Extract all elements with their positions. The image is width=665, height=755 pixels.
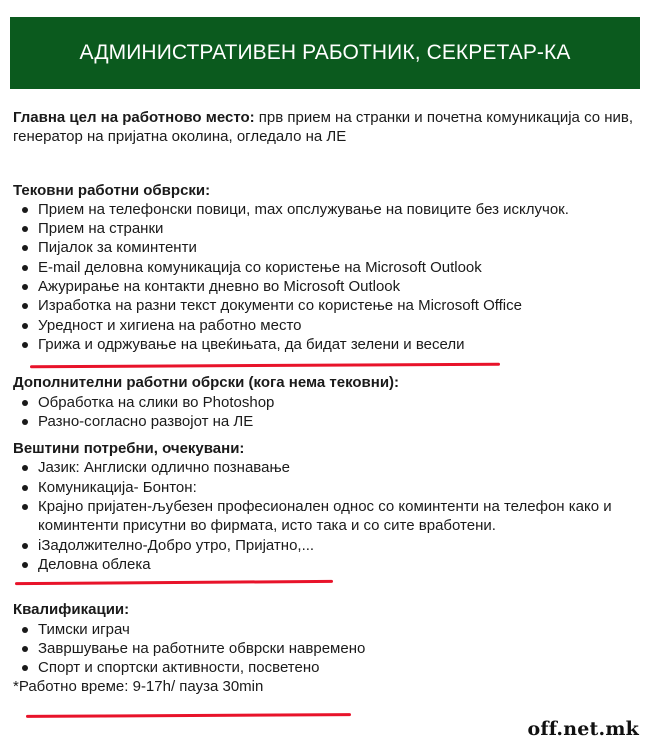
current-duties-list — [13, 200, 653, 354]
page-title: АДМИНИСТРАТИВЕН РАБОТНИК, СЕКРЕТАР-КА — [79, 41, 571, 64]
list-item: Деловна облека — [13, 555, 653, 574]
list-item: Крајно пријатен-љубезен професионален однос со коминтенти на телефон како и коминтенти присутни во фирмата, исто така и со сите вработени. — [13, 497, 653, 536]
additional-duties-title: Дополнителни работни обрски (кога нема тековни): — [13, 374, 400, 392]
list-item: Прием на телефонски повици, max опслужување на повиците без исклучок. — [13, 200, 653, 219]
qualifications-title: Квалификации: — [13, 601, 130, 619]
additional-duties-list — [13, 393, 653, 432]
list-item: Пијалок за коминтенти — [13, 238, 653, 257]
working-hours-note: *Работно време: 9-17h/ пауза 30min — [13, 678, 264, 696]
list-item: Јазик: Англиски одлично познавање — [13, 458, 653, 477]
list-item: iЗадолжително-Добро утро, Пријатно,... — [13, 536, 653, 555]
list-item: Изработка на разни текст документи со користење на Microsoft Office — [13, 296, 653, 315]
title-banner — [10, 17, 640, 89]
current-duties-title: Тековни работни обврски: — [13, 181, 211, 199]
main-goal — [13, 108, 653, 147]
list-item: Ажурирање на контакти дневно во Microsoft Outlook — [13, 277, 653, 296]
list-item: Уредност и хигиена на работно место — [13, 316, 653, 335]
list-item: Прием на странки — [13, 219, 653, 238]
list-item: Тимски играч — [13, 620, 653, 639]
list-item: Завршување на работните обврски навремено — [13, 639, 653, 658]
highlight-underline-sport — [26, 713, 351, 718]
qualifications-list — [13, 620, 653, 678]
watermark-logo: off.net.mk — [527, 718, 639, 740]
list-item: Грижа и одржување на цвеќињата, да бидат зелени и весели — [13, 335, 653, 354]
main-goal-label: Главна цел на работново место: — [13, 109, 255, 126]
list-item: Спорт и спортски активности, посветено — [13, 658, 653, 677]
skills-title: Вештини потребни, очекувани: — [13, 440, 245, 458]
list-item: Обработка на слики во Photoshop — [13, 393, 653, 412]
job-description — [13, 108, 653, 697]
list-item: E-mail деловна комуникација со користење на Microsoft Outlook — [13, 258, 653, 277]
main-goal-text: прв прием на странки и почетна комуникација со нив, генератор на пријатна околина, огледало на ЛЕ — [13, 109, 634, 146]
list-item: Комуникација- Бонтон: — [13, 478, 653, 497]
skills-list — [13, 458, 653, 574]
list-item: Разно-согласно развојот на ЛЕ — [13, 412, 653, 431]
